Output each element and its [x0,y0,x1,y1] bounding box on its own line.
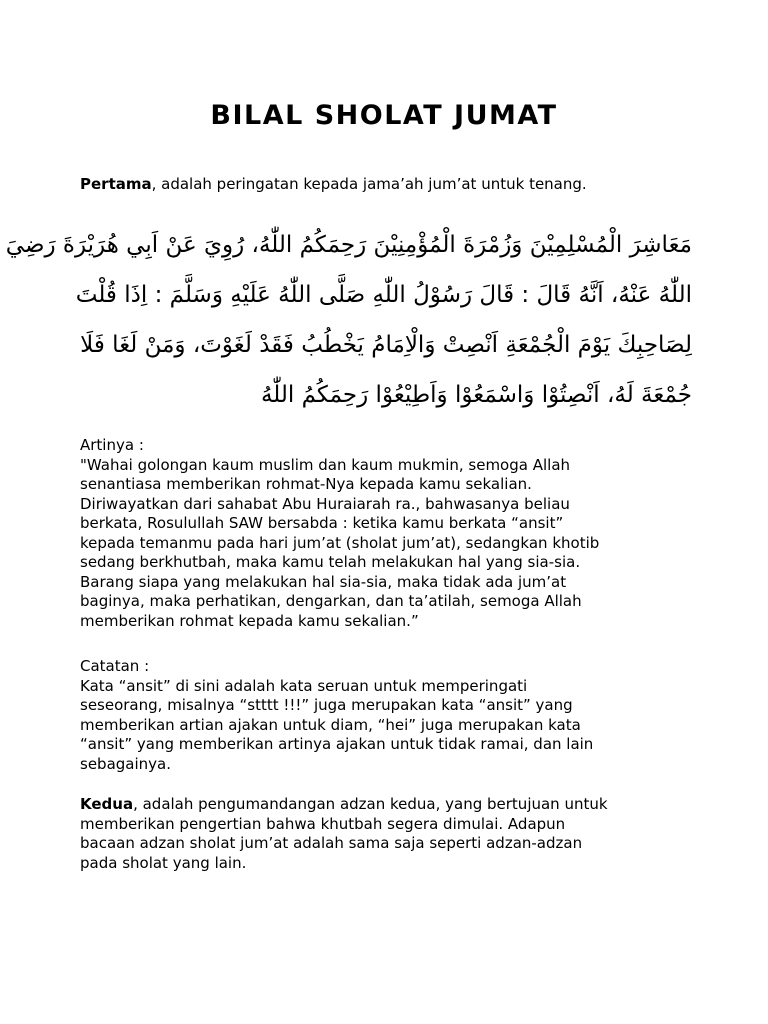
artinya-line: kepada temanmu pada hari jum’at (sholat jum’at), sedangkan khotib [80,533,600,552]
artinya-heading: Artinya : [80,436,144,454]
pertama-text: , adalah peringatan kepada jama’ah jum’at untuk tenang. [151,175,587,193]
arabic-line: اللّٰهُ عَنْهُ، اَنَّهُ قَالَ : قَالَ رَسُوْلُ اللّٰهِ صَلَّى اللّٰهُ عَلَيْهِ وَسَلَّمَ : اِذَا قُلْتَ [75,282,692,308]
pertama-label: Pertama [80,175,152,193]
catatan-line: sebagainya. [80,754,171,773]
artinya-section [80,436,700,631]
kedua-line: memberikan pengertian bahwa khutbah segera dimulai. Adapun [80,814,566,833]
artinya-line: Barang siapa yang melakukan hal sia-sia, maka tidak ada jum’at [80,572,567,591]
artinya-line: berkata, Rosulullah SAW bersabda : ketika kamu berkata “ansit” [80,514,564,532]
page-title: BILAL SHOLAT JUMAT [210,100,558,131]
pertama-paragraph [80,174,690,194]
arabic-line: لِصَاحِبِكَ يَوْمَ الْجُمْعَةِ اَنْصِتْ وَالْاِمَامُ يَخْطُبُ فَقَدْ لَغَوْتَ، وَمَنْ لَغَا فَلَا [80,332,692,358]
artinya-line: "Wahai golongan kaum muslim dan kaum mukmin, semoga Allah [80,455,571,474]
kedua-line: pada sholat yang lain. [80,853,247,872]
artinya-line: Diriwayatkan dari sahabat Abu Huraiarah ra., bahwasanya beliau [80,494,570,513]
artinya-line: senantiasa memberikan rohmat-Nya kepada kamu sekalian. [80,475,532,493]
arabic-line: جُمْعَةَ لَهُ، اَنْصِتُوْا وَاسْمَعُوْا وَاَطِيْعُوْا رَحِمَكُمُ اللّٰهُ [260,382,692,408]
artinya-line: memberikan rohmat kepada kamu sekalian.” [80,611,419,630]
kedua-first-line [80,795,700,815]
catatan-line: seseorang, misalnya “stttt !!!” juga merupakan kata “ansit” yang [80,696,573,714]
catatan-line: Kata “ansit” di sini adalah kata seruan untuk memperingati [80,676,528,695]
artinya-line: baginya, maka perhatikan, dengarkan, dan ta’atilah, semoga Allah [80,592,582,610]
kedua-line: bacaan adzan sholat jum’at adalah sama saja seperti adzan-adzan [80,834,583,852]
catatan-section [80,657,700,774]
catatan-line: memberikan artian ajakan untuk diam, “hei” juga merupakan kata [80,715,581,734]
kedua-label: Kedua [80,795,134,813]
catatan-heading: Catatan : [80,657,150,675]
kedua-section [80,795,700,873]
kedua-first-line-text: , adalah pengumandangan adzan kedua, yang bertujuan untuk [133,795,608,813]
arabic-line: مَعَاشِرَ الْمُسْلِمِيْنَ وَزُمْرَةَ الْمُؤْمِنِيْنَ رَحِمَكُمُ اللّٰهُ، رُوِيَ عَنْ اَبِي هُرَيْرَةَ رَضِيَ [5,232,692,258]
catatan-line: “ansit” yang memberikan artinya ajakan untuk tidak ramai, dan lain [80,735,594,753]
artinya-line: sedang berkhutbah, maka kamu telah melakukan hal yang sia-sia. [80,553,581,571]
arabic-text-block [5,220,692,420]
